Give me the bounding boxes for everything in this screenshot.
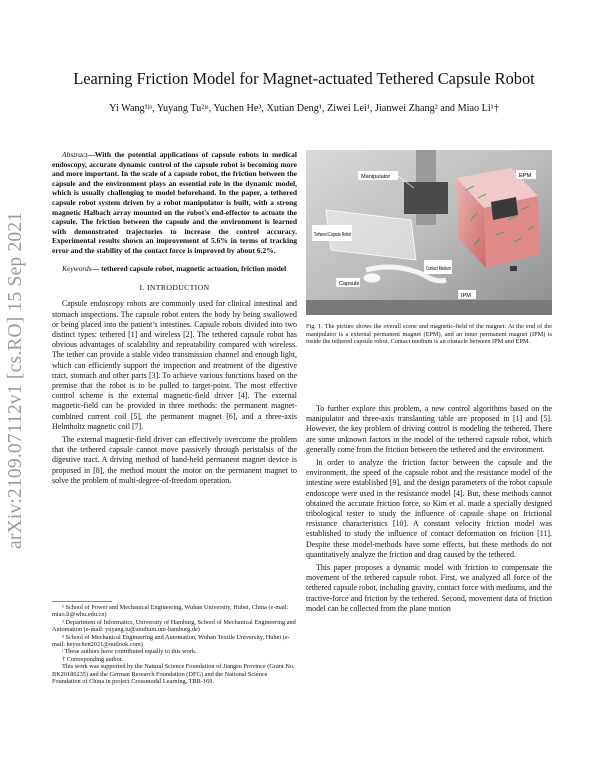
- right-paragraph: To further explore this problem, a new control algorithms based on the manipulator and three-axis translanting table are proposed in [1] and [5]. However, the key problem of driving control is modeling the tethered. There are some unknown factors in the model of the tethered capsule robot, which generally come from the friction between the tethered and the environment.: [306, 404, 552, 454]
- capsule-label: Capsule: [339, 281, 360, 287]
- right-column: [306, 404, 552, 617]
- arxiv-identifier: arXiv:2109.07112v1 [cs.RO] 15 Sep 2021: [5, 211, 26, 549]
- right-paragraph: This paper proposes a dynamic model with friction to compensate the movement of the tethered capsule robot. First, we analyzed all force of the tethered capsule robot, including gravity, contact force with mediums, and the tractive-force and friction by the tethered. Second, movement data of friction model can be collected from the plane motion: [306, 563, 552, 613]
- keywords-text: — tethered capsule robot, magnetic actuation, friction model: [91, 263, 287, 273]
- ipm-label: IPM: [461, 293, 471, 299]
- section-heading: I. INTRODUCTION: [139, 283, 210, 293]
- table-surface: [306, 300, 552, 315]
- epm-label: EPM: [519, 173, 532, 179]
- contact-medium-label: Contact Medium: [426, 266, 452, 272]
- footnote: ² Department of Informatics, University of Hamburg, School of Mechanical Engineering and Automation (e-mail: yuyang.tu@studium.uni-hamburg.de): [52, 618, 296, 634]
- footnote-divider: [52, 601, 112, 602]
- paper-title: Learning Friction Model for Magnet-actuated Tethered Capsule Robot: [73, 69, 535, 88]
- abstract-text: —With the potential applications of capsule robots in medical endoscopy, accurate dynamic control of the capsule robot is becoming more and more important. In the scale of a capsule robot, the friction between the capsule and the environment plays an essential role in the dynamic model, which is usually challenging to model beforehand. In the paper, a tethered capsule robot system driven by a robot manipulator is built, with a strong magnetic Halbach array mounted on the robot's end-effector to actuate the capsule. The friction between the capsule and the environment is learned with demonstrated trajectories to increase the control accuracy. Experimental results shown an improvement of 5.6% in terms of tracking error and the stability of the contact force is improved by about 6.2%.: [52, 150, 297, 255]
- left-column: [52, 150, 297, 489]
- left-paragraph: Capsule endoscopy robots are commonly used for clinical intestinal and stomach inspections. The capsule robot enters the body by being swallowed or being placed into the patient’s intestines. Capsule robots divided into two distinct types: tethered [1] and wireless [2]. The tethered capsule robot has obvious advantages of scalability and repeatability compared with wireless. The tether can provide a stable video transmission channel and enough light, which can efficiently support the inspection and treatment of the digestive tract, stomach and other parts [3]. To achieve various functions based on the premise that the robot is to be pulled to target-point. The most effective control scheme is the external magnetic-field driver [4]. The external magnetic-field can be provided in three methods: the permanent magnet-combined current coil [5], the permanent magnet [6], and a three-axis Helmholtz magnetic coil [7].: [52, 299, 297, 431]
- right-paragraph: In order to analyze the friction factor between the capsule and the environment, the speed of the capsule robot and the resistance model of the intestine were established [9], and the design parameters of the robot capsule endoscope were used in the resistance model [4]. But, these methods cannot obtained the accurate friction force, so Kim et al. made a specially designed tribological tester to study the influence of capsule shape on frictional resistance characteristics [10]. A constant velocity friction model was established to study the influence of contact deformation on friction [11]. Despite these model-methods have some effects, but these methods do not quantitatively analyze the friction and drag caused by the tethered.: [306, 458, 552, 559]
- capsule-photo: [363, 273, 381, 283]
- figure-caption: Fig. 1. The picture shows the overall scene and magnetic-field of the magnet: At the end of the manipulator is a external permanent magnet (EPM), and an inner permanent magnet (IPM) is inside the tethered capsule robot. Contact medium is an obstacle between IPM and EPM.: [306, 323, 552, 346]
- epm-magnet-photo: [404, 182, 448, 214]
- funding-note: This work was supported by the Natural Science Foundation of Jiangsu Province (Grant No. BK20180235) and the German Research Foundation (DFG) and the National Science Foundation of China in project Crossmodal Learning, TRR-169.: [52, 663, 295, 686]
- abstract: [52, 150, 297, 256]
- footnote: † Corresponding author.: [62, 655, 124, 663]
- footnote: ¹ School of Power and Mechanical Engineering, Wuhan University, Hubei, China (e-mail: miao.li@whu.edu.cn): [52, 604, 289, 619]
- abstract-lead: Abstract: [62, 150, 88, 159]
- footnotes: [52, 601, 297, 685]
- tethered-capsule-label: Tethered Capsule Robot: [314, 232, 352, 238]
- manipulator-label: Manipulator: [361, 174, 391, 180]
- author-list: Yi Wang¹ʲᵃ, Yuyang Tu²ʲᵃ, Yuchen He³, Xutian Deng¹, Ziwei Lei¹, Jianwei Zhang² and Miao Li¹†: [109, 103, 499, 114]
- footnote: ³ School of Mechanical Engineering and Automation, Wuhan Textile University, Hubei (e-mail: heyuchen2021@outlook.com): [52, 633, 290, 649]
- footnote: ʲ These authors have contributed equally to this work.: [62, 648, 197, 656]
- figure-illustration: [306, 150, 552, 315]
- left-paragraph: The external magnetic-field driver can effectively overcome the problem that the tethered capsule cannot move passively through peristalsis of the digestive tract. A driving method of hand-held permanent magnet device is proposed in [8], the method mount the motor on the permanent magnet to solve the problem of multi-degree-of-freedom operation.: [52, 434, 297, 485]
- figure-1: [306, 150, 552, 315]
- keywords: [52, 264, 297, 274]
- keywords-lead: Keywords: [62, 263, 92, 273]
- field-ipm-marker: [510, 266, 517, 271]
